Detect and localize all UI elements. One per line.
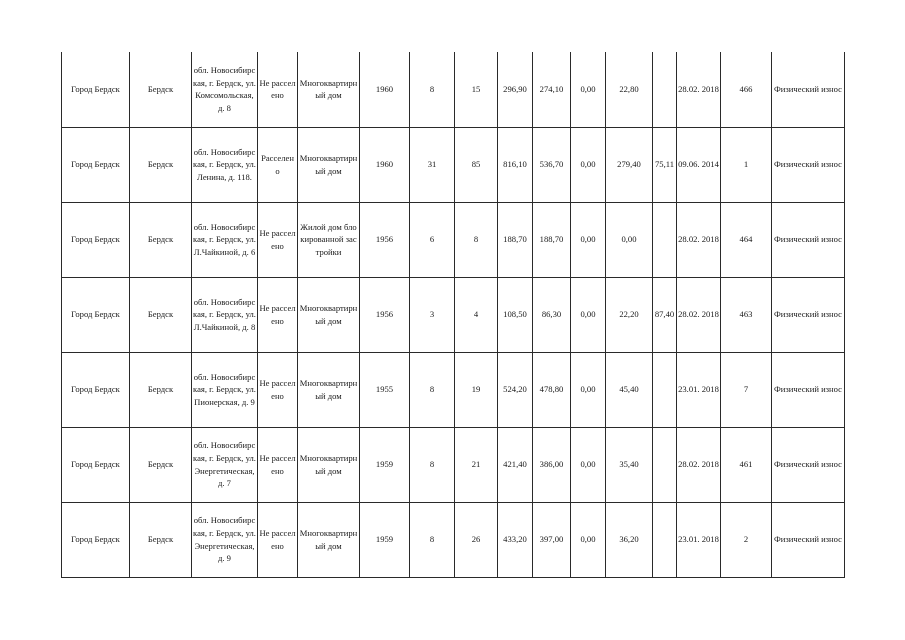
municipality-cell: Город Бердск	[62, 352, 130, 427]
municipality-cell: Город Бердск	[62, 277, 130, 352]
date-cell: 23.01. 2018	[677, 502, 721, 577]
table-row	[62, 352, 845, 427]
document-page	[61, 52, 844, 578]
total-area-cell: 108,50	[498, 277, 533, 352]
reason-cell: Физический износ	[772, 427, 845, 502]
extra-cell	[653, 427, 677, 502]
area-b-cell: 0,00	[571, 502, 606, 577]
area-c-cell: 35,40	[606, 427, 653, 502]
address-cell: обл. Новосибирская, г. Бердск, ул. Энергетическая, д. 7	[192, 427, 258, 502]
extra-cell: 87,40	[653, 277, 677, 352]
house-type-cell: Жилой дом блокированной застройки	[298, 202, 360, 277]
rooms-cell: 15	[455, 52, 498, 127]
area-b-cell: 0,00	[571, 202, 606, 277]
house-type-cell: Многоквартирный дом	[298, 52, 360, 127]
extra-cell	[653, 202, 677, 277]
address-cell: обл. Новосибирская, г. Бердск, ул. Ленина, д. 118.	[192, 127, 258, 202]
rooms-cell: 26	[455, 502, 498, 577]
date-cell: 28.02. 2018	[677, 52, 721, 127]
area-c-cell: 45,40	[606, 352, 653, 427]
locality-cell: Бердск	[130, 127, 192, 202]
year-cell: 1959	[360, 427, 410, 502]
year-cell: 1959	[360, 502, 410, 577]
date-cell: 28.02. 2018	[677, 277, 721, 352]
people-cell: 8	[410, 427, 455, 502]
doc-number-cell: 463	[721, 277, 772, 352]
status-cell: Расселено	[258, 127, 298, 202]
table-row	[62, 502, 845, 577]
rooms-cell: 4	[455, 277, 498, 352]
doc-number-cell: 7	[721, 352, 772, 427]
extra-cell	[653, 352, 677, 427]
rooms-cell: 85	[455, 127, 498, 202]
address-cell: обл. Новосибирская, г. Бердск, ул. Л.Чайкиной, д. 8	[192, 277, 258, 352]
year-cell: 1956	[360, 202, 410, 277]
table-row	[62, 52, 845, 127]
area-c-cell: 22,20	[606, 277, 653, 352]
area-b-cell: 0,00	[571, 52, 606, 127]
municipality-cell: Город Бердск	[62, 52, 130, 127]
reason-cell: Физический износ	[772, 502, 845, 577]
total-area-cell: 433,20	[498, 502, 533, 577]
area-a-cell: 86,30	[533, 277, 571, 352]
total-area-cell: 816,10	[498, 127, 533, 202]
date-cell: 28.02. 2018	[677, 202, 721, 277]
area-b-cell: 0,00	[571, 427, 606, 502]
table-row	[62, 127, 845, 202]
municipality-cell: Город Бердск	[62, 202, 130, 277]
house-type-cell: Многоквартирный дом	[298, 502, 360, 577]
reason-cell: Физический износ	[772, 52, 845, 127]
date-cell: 28.02. 2018	[677, 427, 721, 502]
year-cell: 1956	[360, 277, 410, 352]
area-c-cell: 279,40	[606, 127, 653, 202]
people-cell: 8	[410, 52, 455, 127]
status-cell: Не расселено	[258, 502, 298, 577]
doc-number-cell: 464	[721, 202, 772, 277]
area-a-cell: 478,80	[533, 352, 571, 427]
table-row	[62, 427, 845, 502]
address-cell: обл. Новосибирская, г. Бердск, ул. Энергетическая, д. 9	[192, 502, 258, 577]
locality-cell: Бердск	[130, 502, 192, 577]
people-cell: 3	[410, 277, 455, 352]
total-area-cell: 296,90	[498, 52, 533, 127]
reason-cell: Физический износ	[772, 202, 845, 277]
table-row	[62, 202, 845, 277]
doc-number-cell: 466	[721, 52, 772, 127]
rooms-cell: 21	[455, 427, 498, 502]
area-b-cell: 0,00	[571, 352, 606, 427]
locality-cell: Бердск	[130, 427, 192, 502]
locality-cell: Бердск	[130, 52, 192, 127]
locality-cell: Бердск	[130, 352, 192, 427]
area-b-cell: 0,00	[571, 277, 606, 352]
doc-number-cell: 1	[721, 127, 772, 202]
rooms-cell: 8	[455, 202, 498, 277]
date-cell: 09.06. 2014	[677, 127, 721, 202]
municipality-cell: Город Бердск	[62, 502, 130, 577]
doc-number-cell: 461	[721, 427, 772, 502]
reason-cell: Физический износ	[772, 127, 845, 202]
house-type-cell: Многоквартирный дом	[298, 127, 360, 202]
status-cell: Не расселено	[258, 352, 298, 427]
doc-number-cell: 2	[721, 502, 772, 577]
housing-registry-table	[61, 52, 845, 578]
total-area-cell: 188,70	[498, 202, 533, 277]
area-a-cell: 274,10	[533, 52, 571, 127]
address-cell: обл. Новосибирская, г. Бердск, ул. Пионерская, д. 9	[192, 352, 258, 427]
status-cell: Не расселено	[258, 52, 298, 127]
extra-cell	[653, 502, 677, 577]
locality-cell: Бердск	[130, 277, 192, 352]
extra-cell: 75,11	[653, 127, 677, 202]
people-cell: 8	[410, 502, 455, 577]
area-a-cell: 536,70	[533, 127, 571, 202]
area-a-cell: 188,70	[533, 202, 571, 277]
house-type-cell: Многоквартирный дом	[298, 427, 360, 502]
address-cell: обл. Новосибирская, г. Бердск, ул. Комсомольская, д. 8	[192, 52, 258, 127]
people-cell: 31	[410, 127, 455, 202]
reason-cell: Физический износ	[772, 352, 845, 427]
year-cell: 1960	[360, 52, 410, 127]
rooms-cell: 19	[455, 352, 498, 427]
area-a-cell: 397,00	[533, 502, 571, 577]
address-cell: обл. Новосибирская, г. Бердск, ул. Л.Чайкиной, д. 6	[192, 202, 258, 277]
total-area-cell: 524,20	[498, 352, 533, 427]
area-c-cell: 0,00	[606, 202, 653, 277]
year-cell: 1960	[360, 127, 410, 202]
area-c-cell: 36,20	[606, 502, 653, 577]
municipality-cell: Город Бердск	[62, 427, 130, 502]
area-c-cell: 22,80	[606, 52, 653, 127]
municipality-cell: Город Бердск	[62, 127, 130, 202]
status-cell: Не расселено	[258, 427, 298, 502]
status-cell: Не расселено	[258, 202, 298, 277]
house-type-cell: Многоквартирный дом	[298, 352, 360, 427]
area-b-cell: 0,00	[571, 127, 606, 202]
extra-cell	[653, 52, 677, 127]
people-cell: 6	[410, 202, 455, 277]
reason-cell: Физический износ	[772, 277, 845, 352]
house-type-cell: Многоквартирный дом	[298, 277, 360, 352]
date-cell: 23.01. 2018	[677, 352, 721, 427]
total-area-cell: 421,40	[498, 427, 533, 502]
area-a-cell: 386,00	[533, 427, 571, 502]
people-cell: 8	[410, 352, 455, 427]
locality-cell: Бердск	[130, 202, 192, 277]
table-row	[62, 277, 845, 352]
year-cell: 1955	[360, 352, 410, 427]
status-cell: Не расселено	[258, 277, 298, 352]
